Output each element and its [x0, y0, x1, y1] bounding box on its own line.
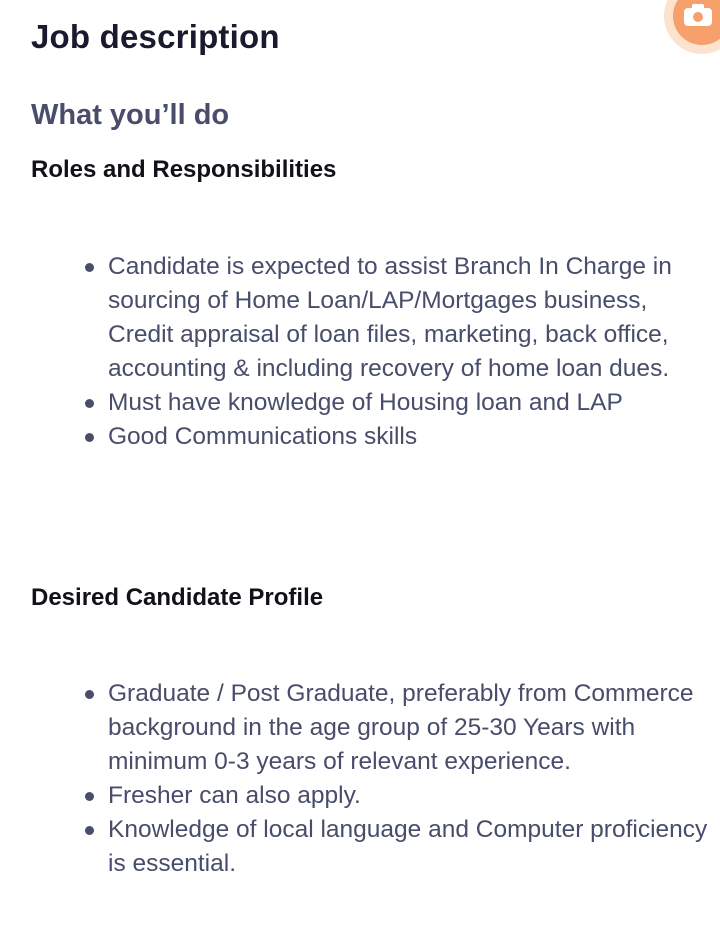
bullet-icon [85, 826, 94, 835]
list-item [108, 677, 708, 779]
bullet-icon [85, 399, 94, 408]
list-item [108, 813, 708, 881]
bullet-icon [85, 792, 94, 801]
list-item [108, 420, 708, 454]
list-item [108, 779, 708, 813]
page-title: Job description [31, 18, 280, 55]
roles-heading: Roles and Responsibilities [31, 156, 337, 183]
bullet-icon [85, 690, 94, 699]
list-item-text: Must have knowledge of Housing loan and LAP [108, 389, 623, 416]
list-item-text: Graduate / Post Graduate, preferably from Commerce background in the age group of 25-30 Years with minimum 0-3 years of relevant experience. [108, 680, 694, 775]
bullet-icon [85, 433, 94, 442]
profile-heading: Desired Candidate Profile [31, 584, 324, 611]
roles-list [108, 250, 708, 454]
section-title-what-youll-do: What you’ll do [31, 99, 230, 131]
list-item [108, 386, 708, 420]
list-item-text: Fresher can also apply. [108, 782, 361, 809]
list-item-text: Candidate is expected to assist Branch In Charge in sourcing of Home Loan/LAP/Mortgages business, Credit appraisal of loan files, marketing, back office, accounting & including recovery of home loan dues. [108, 253, 672, 382]
floating-action-button[interactable] [664, 0, 720, 54]
camera-icon [673, 0, 720, 45]
list-item-text: Knowledge of local language and Computer proficiency is essential. [108, 816, 708, 877]
profile-list [108, 677, 708, 881]
list-item-text: Good Communications skills [108, 423, 418, 450]
list-item [108, 250, 708, 386]
bullet-icon [85, 263, 94, 272]
